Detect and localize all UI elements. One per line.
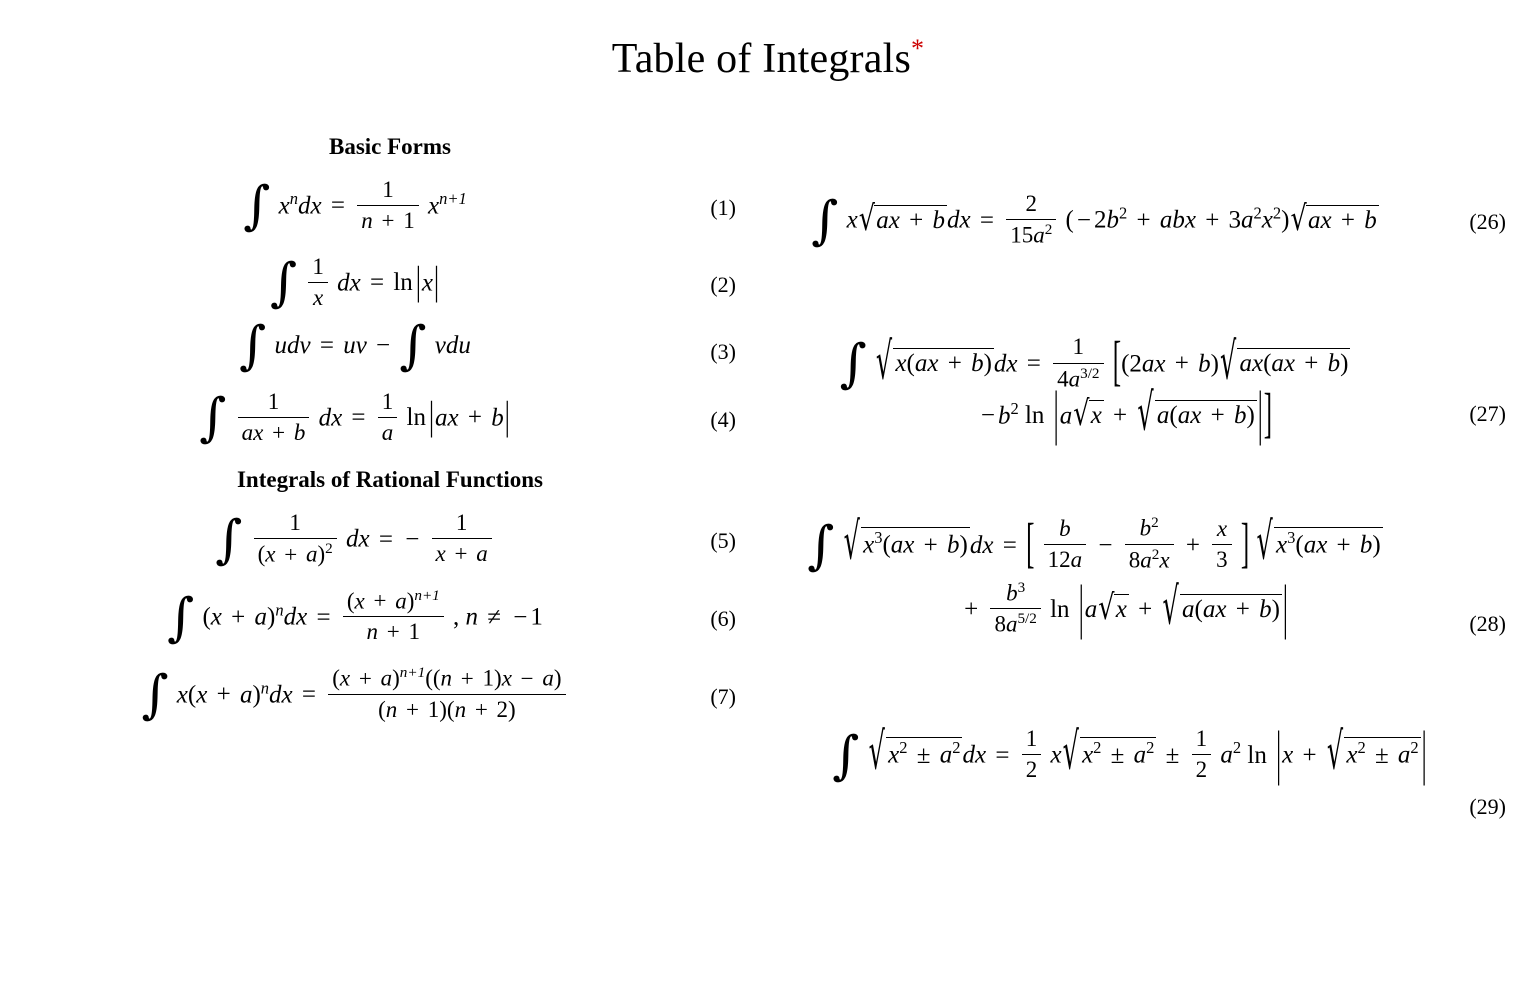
- equation-2-tag: (2): [710, 271, 736, 297]
- equation-27-body-cont: − $b^2$ ln |a √ x + √ a(ax + b) |]: [980, 381, 1273, 447]
- equation-7-body: ∫ $x(x + a)^ndx$ = $\frac{(x + a)^{n+1}((n + 1)x - a)}{(n + 1)(n + 2)}$: [40, 667, 740, 727]
- left-column: [40, 120, 740, 745]
- equation-3-body: ∫ udv = uv − ∫ vdu: [239, 316, 471, 377]
- equation-27-tag: (27): [1469, 400, 1506, 426]
- page-title: [0, 34, 1536, 83]
- equation-3-tag: (3): [710, 339, 736, 365]
- equation-28-tag: (28): [1469, 611, 1506, 637]
- equation-27-body: ∫ √ x(ax + b)dx = $\frac{1}{4a^{3/2}}$ [(2ax + b) √ ax(ax + b): [839, 332, 1349, 395]
- equation-1-tag: (1): [710, 194, 736, 220]
- equation-26-tag: (26): [1469, 208, 1506, 234]
- equation-7-tag: (7): [710, 683, 736, 709]
- equation-5-tag: (5): [710, 528, 736, 554]
- section-heading-basic-forms: Basic Forms: [328, 134, 451, 159]
- equation-29-tag: (29): [1469, 794, 1506, 820]
- right-column: [750, 120, 1510, 820]
- equation-4-body: ∫ $\frac{1}{ax + b}$ dx = $\frac{1}{a}$ ln |ax + b|: [199, 388, 510, 449]
- equation-26: [750, 192, 1510, 252]
- equation-5: [40, 511, 740, 571]
- equation-26-body: ∫ x √ ax + bdx = $\frac{2}{15a^2}$ ( − $2b^2$ + abx + $3a^2x^2$) √ ax + b: [811, 190, 1377, 251]
- equation-27: [750, 332, 1510, 447]
- equation-2-body: ∫ $\frac{1}{x}$ dx = ln |x|: [270, 253, 439, 314]
- equation-4: [40, 390, 740, 449]
- equation-5-body: ∫ $\frac{1}{(x + a)^2}$ dx = − $\frac{1}{x + a}$: [40, 511, 740, 571]
- equation-1: [40, 178, 740, 237]
- equation-28-body-cont: + $\frac{b^3}{8a^{5/2}}$ ln |a √ x + √ a(ax + b) |: [964, 575, 1288, 641]
- page-title-text: Table of Integrals: [611, 36, 911, 82]
- title-footnote-marker: *: [911, 34, 925, 63]
- equation-4-tag: (4): [710, 406, 736, 432]
- equation-6-body: ∫ $(x + a)^ndx$ = $\frac{(x + a)^{n+1}}{n + 1}$ , n ≠ − 1: [167, 586, 543, 648]
- equation-28-body: ∫ √ $x^3(ax + b)dx$ = [ $\frac{b}{12a}$ − $\frac{b^2}{8a^2x}$ + $\frac{x}{3}$ ] √ $x^3(ax + b)$: [807, 512, 1381, 576]
- equation-1-body: ∫ $x^ndx$ = $\frac{1}{n + 1}$ $x^{n+1}$: [243, 176, 467, 237]
- equation-29: [750, 721, 1510, 820]
- equation-28: [750, 512, 1510, 642]
- equation-29-body: ∫ √ $x^2 \pm a^2dx$ = $\frac{1}{2}$ x √ $x^2 \pm a^2$ ± $\frac{1}{2}$ $a^2$ ln |x + √ $x^2 \pm a^2$ |: [832, 721, 1427, 787]
- equation-7: [40, 664, 740, 727]
- equation-2: [40, 255, 740, 314]
- equation-6-tag: (6): [710, 605, 736, 631]
- equation-6: [40, 586, 740, 649]
- section-heading-rational-functions: Integrals of Rational Functions: [236, 467, 544, 493]
- equation-3: [40, 316, 740, 377]
